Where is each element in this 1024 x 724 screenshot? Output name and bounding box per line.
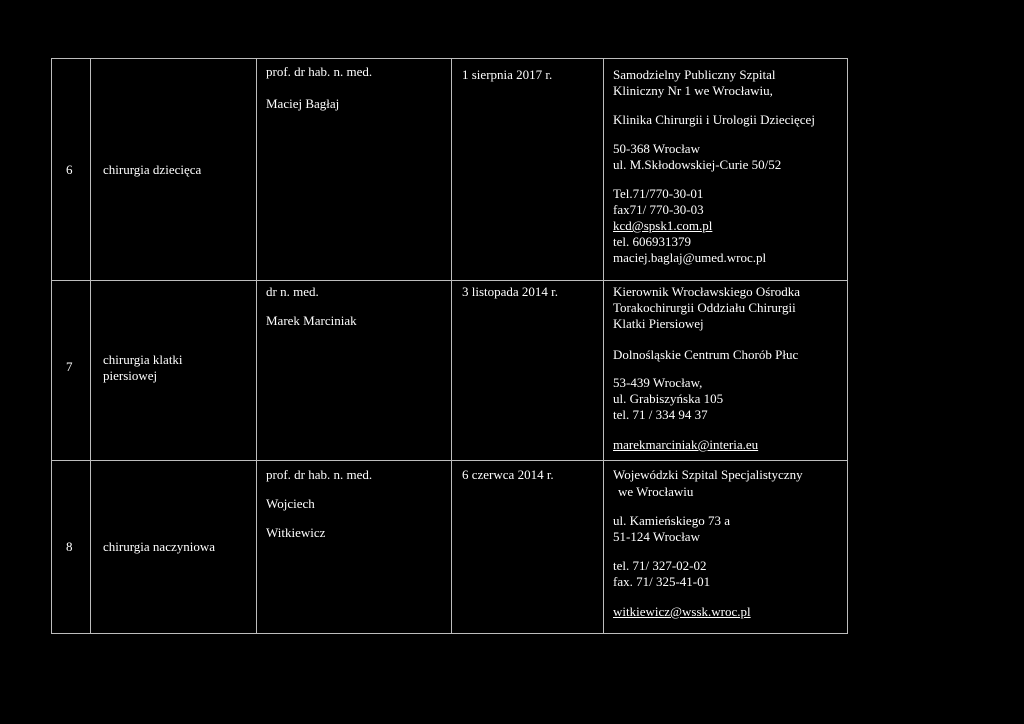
doctor-title: prof. dr hab. n. med. xyxy=(266,64,373,79)
email-link[interactable]: kcd@spsk1.com.pl xyxy=(613,218,713,233)
institution-line: Kliniczny Nr 1 we Wrocławiu, xyxy=(613,83,773,98)
doctor-name: Marek Marciniak xyxy=(266,313,357,328)
column-divider xyxy=(451,58,452,634)
institution-line: fax71/ 770-30-03 xyxy=(613,202,704,217)
doctor-name: Witkiewicz xyxy=(266,525,326,540)
email-link[interactable]: marekmarciniak@interia.eu xyxy=(613,437,759,452)
row-divider xyxy=(51,280,848,281)
row-divider xyxy=(51,460,848,461)
row-number: 6 xyxy=(66,162,73,177)
email-link[interactable]: witkiewicz@wssk.wroc.pl xyxy=(613,604,751,619)
specialty: chirurgia naczyniowa xyxy=(103,539,216,554)
specialty: piersiowej xyxy=(103,368,158,383)
row-number: 7 xyxy=(66,359,73,374)
institution-line: tel. 71 / 334 94 37 xyxy=(613,407,708,422)
institution-line: ul. Grabiszyńska 105 xyxy=(613,391,724,406)
institution-line: Kierownik Wrocławskiego Ośrodka xyxy=(613,284,800,299)
institution-line: Klatki Piersiowej xyxy=(613,316,704,331)
institution-line: Samodzielny Publiczny Szpital xyxy=(613,67,776,82)
doctor-title: prof. dr hab. n. med. xyxy=(266,467,373,482)
institution-line: Tel.71/770-30-01 xyxy=(613,186,704,201)
doctor-name: Maciej Bagłaj xyxy=(266,96,340,111)
column-divider xyxy=(603,58,604,634)
institution-line: Dolnośląskie Centrum Chorób Płuc xyxy=(613,347,799,362)
specialty: chirurgia klatki xyxy=(103,352,183,367)
institution-line: ul. Kamieńskiego 73 a xyxy=(613,513,730,528)
institution-line: Wojewódzki Szpital Specjalistyczny xyxy=(613,467,803,482)
column-divider xyxy=(256,58,257,634)
doctor-title: dr n. med. xyxy=(266,284,319,299)
table-border-left xyxy=(51,58,52,634)
appointment-date: 1 sierpnia 2017 r. xyxy=(462,67,553,82)
doctor-name: Wojciech xyxy=(266,496,315,511)
institution-line: tel. 606931379 xyxy=(613,234,691,249)
institution-line: maciej.baglaj@umed.wroc.pl xyxy=(613,250,767,265)
institution-line: fax. 71/ 325-41-01 xyxy=(613,574,711,589)
institution-line: 50-368 Wrocław xyxy=(613,141,700,156)
appointment-date: 6 czerwca 2014 r. xyxy=(462,467,554,482)
institution-line: Klinika Chirurgii i Urologii Dziecięcej xyxy=(613,112,815,127)
appointment-date: 3 listopada 2014 r. xyxy=(462,284,559,299)
table-border-bottom xyxy=(51,633,848,634)
table-border-right xyxy=(847,58,848,634)
row-number: 8 xyxy=(66,539,73,554)
institution-line: tel. 71/ 327-02-02 xyxy=(613,558,707,573)
institution-line: we Wrocławiu xyxy=(618,484,694,499)
column-divider xyxy=(90,58,91,634)
table-border-top xyxy=(51,58,848,59)
specialty: chirurgia dziecięca xyxy=(103,162,202,177)
institution-line: 53-439 Wrocław, xyxy=(613,375,703,390)
institution-line: Torakochirurgii Oddziału Chirurgii xyxy=(613,300,796,315)
institution-line: 51-124 Wrocław xyxy=(613,529,700,544)
institution-line: ul. M.Skłodowskiej-Curie 50/52 xyxy=(613,157,782,172)
